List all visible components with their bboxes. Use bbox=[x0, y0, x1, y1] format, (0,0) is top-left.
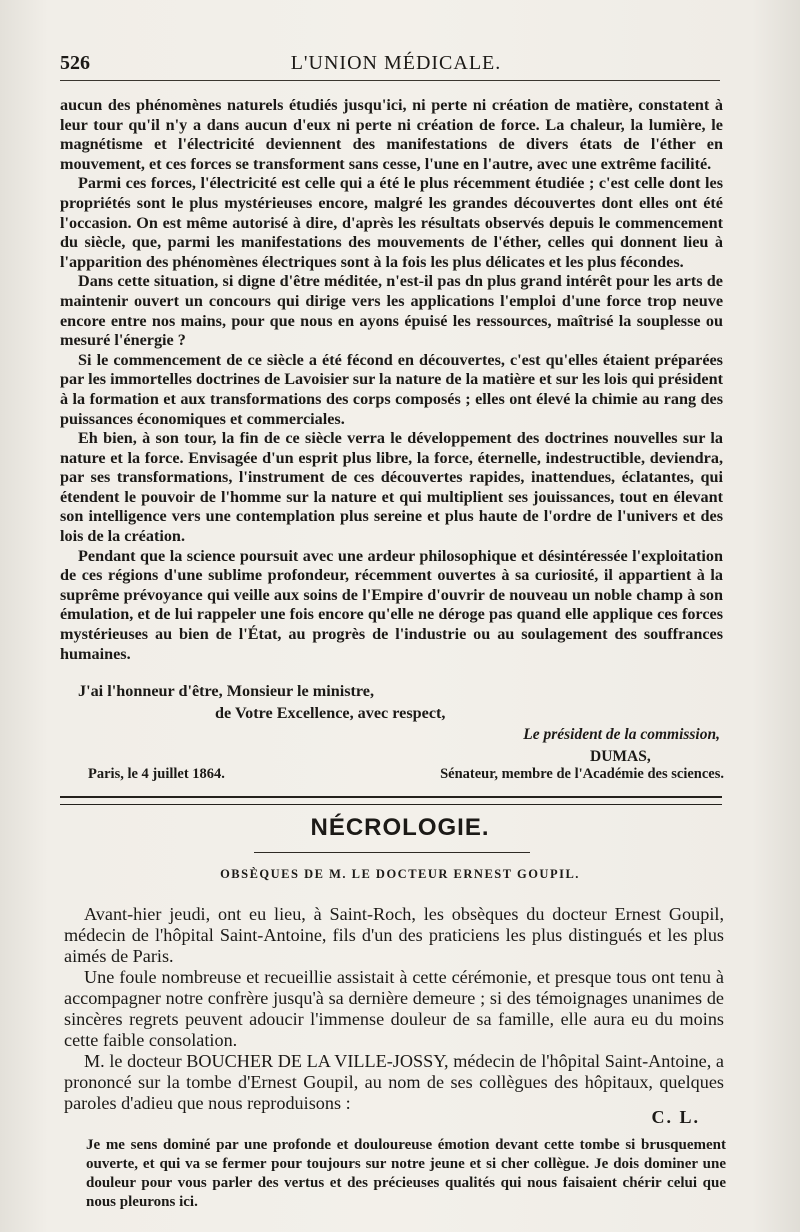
closing-salutation: J'ai l'honneur d'être, Monsieur le ministre, bbox=[78, 682, 375, 700]
report-paragraph: Pendant que la science poursuit avec une ardeur philosophique et désintéressée l'exploitation de ces régions d'une sublime profondeur, récemment ouvertes à sa curiosité, il appartient à la suprême prévoyance qui veille aux soins de l'Empire d'ouvrir de nouveau un noble champ à son émulation, et de lui rappeler une fois encore qu'elle ne déroge pas quand elle applique ces forces mystérieuses au bien de l'État, au progrès de l'industrie ou au soulagement des souffrances humaines. bbox=[60, 546, 723, 663]
report-paragraph: Eh bien, à son tour, la fin de ce siècle verra le développement des doctrines nouvelles sur la nature et la force. Envisagée d'un esprit plus libre, la force, éternelle, indestructible, deviendra, par ses transformations, l'instrument de ces découvertes rapides, inattendues, éclatantes, qui étendent le pouvoir de l'homme sur la nature et qui multiplient ses jouissances, tout en élevant son intelligence vers une contemplation plus sereine et plus haute de l'ordre de l'univers et des lois de la création. bbox=[60, 429, 723, 546]
obituary-text bbox=[64, 904, 724, 1114]
necrology-heading: NÉCROLOGIE. bbox=[310, 814, 490, 841]
report-paragraph: Dans cette situation, si digne d'être méditée, n'est-il pas dn plus grand intérêt pour les arts de maintenir ouvert un concours qui dirige vers les applications l'emploi d'une force trop neuve encore entre nos mains, pour que nous en ayons épuisé les ressources, maîtrisé la souplesse ou mesuré l'énergie ? bbox=[60, 272, 723, 350]
obituary-paragraph: Avant-hier jeudi, ont eu lieu, à Saint-Roch, les obsèques du docteur Ernest Goupil, médecin de l'hôpital Saint-Antoine, fils d'un des praticiens les plus distingués et les plus aimés de Paris. bbox=[64, 904, 724, 966]
place-date: Paris, le 4 juillet 1864. bbox=[88, 766, 225, 782]
page-number: 526 bbox=[60, 52, 90, 74]
obituary-paragraph: M. le docteur BOUCHER DE LA VILLE-JOSSY, médecin de l'hôpital Saint-Antoine, a prononcé sur la tombe d'Ernest Goupil, au nom de ses collègues des hôpitaux, quelques paroles d'adieu que nous reproduisons : bbox=[64, 1051, 724, 1113]
heading-rule bbox=[254, 852, 530, 853]
commission-report bbox=[60, 96, 723, 664]
report-paragraph: aucun des phénomènes naturels étudiés jusqu'ici, ni perte ni création de matière, constatent à leur tour qu'il n'y a dans aucun d'eux ni perte ni création de force. La chaleur, la lumière, le magnétisme et l'électricité deviennent des manifestations de divers états de l'éther en mouvement, et ces forces se transforment sans cesse, l'une en l'autre, avec une extrême facilité. bbox=[60, 96, 723, 173]
president-title: Le président de la commission, bbox=[523, 726, 720, 743]
page-header bbox=[60, 50, 732, 80]
section-divider bbox=[60, 796, 722, 805]
header-rule bbox=[60, 80, 720, 81]
eulogy-paragraph: Je me sens dominé par une profonde et douloureuse émotion devant cette tombe si brusquement ouverte, et qui va se fermer pour toujours sur notre jeune et si cher collègue. Je dois dominer une douleur pour vous parler des vertus et des précieuses qualités qui nous faisaient chérir celui que nous pleurons ici. bbox=[86, 1137, 726, 1210]
eulogy-quote bbox=[86, 1136, 726, 1212]
closing-respect: de Votre Excellence, avec respect, bbox=[215, 704, 446, 722]
obituary-paragraph: Une foule nombreuse et recueillie assistait à cette cérémonie, et presque tous ont tenu à accompagner notre confrère jusqu'à sa dernière demeure ; si des témoignages unanimes de sincères regrets peuvent adoucir l'immense douleur de sa famille, elle aura eu du moins cette faible consolation. bbox=[64, 967, 724, 1050]
author-initials: C. L. bbox=[651, 1107, 700, 1127]
report-paragraph: Parmi ces forces, l'électricité est celle qui a été le plus récemment étudiée ; c'est celle dont les propriétés sont le plus mystérieuses encore, malgré les grandes découvertes dont elles ont été l'occasion. On est même autorisé à dire, d'après les résultats observés depuis le commencement du siècle, que, parmi les manifestations des mouvements de l'éther, celles qui donnent lieu à l'apparition des phénomènes électriques sont à la fois les plus délicates et les plus fécondes. bbox=[60, 174, 723, 271]
journal-title: L'UNION MÉDICALE. bbox=[290, 52, 502, 74]
president-name: DUMAS, bbox=[590, 748, 651, 765]
president-role: Sénateur, membre de l'Académie des sciences. bbox=[440, 766, 724, 782]
necrology-subheading: OBSÈQUES DE M. LE DOCTEUR ERNEST GOUPIL. bbox=[220, 867, 580, 881]
report-paragraph: Si le commencement de ce siècle a été fécond en découvertes, c'est qu'elles étaient préparées par les immortelles doctrines de Lavoisier sur la nature de la matière et sur les lois qui président à la formation et aux transformations des corps composés ; elles ont élevé la chimie au rang des puissances économiques et commerciales. bbox=[60, 350, 723, 428]
